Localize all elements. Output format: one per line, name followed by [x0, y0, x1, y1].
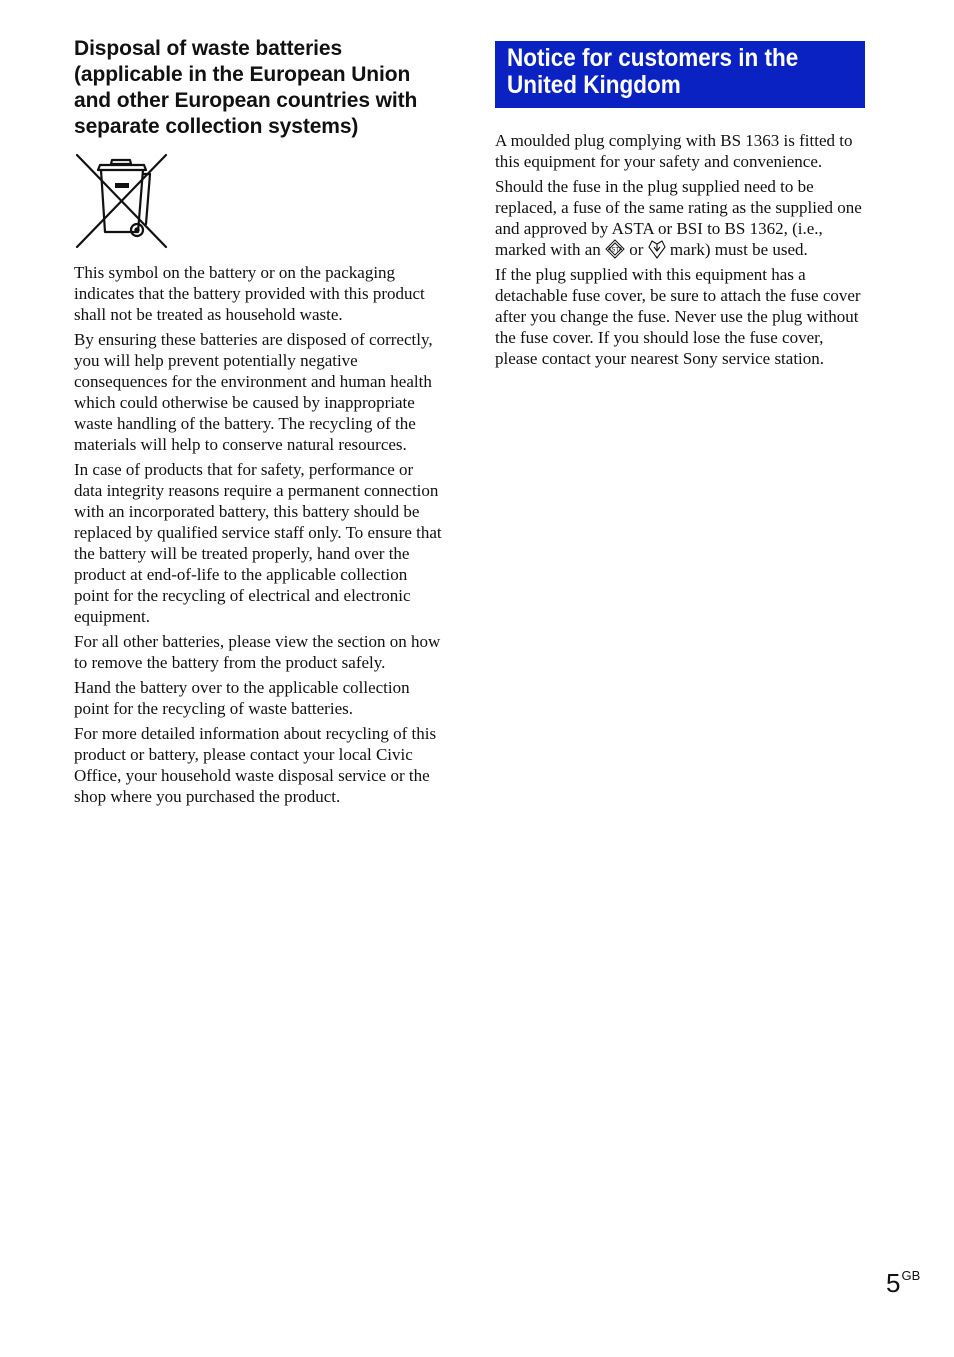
right-column	[495, 41, 865, 373]
paragraph: This symbol on the battery or on the packaging indicates that the battery provided with this product shall not be treated as household waste.	[74, 263, 425, 324]
paragraph: By ensuring these batteries are disposed of correctly, you will help prevent potentially negative consequences for the environment and human health which could otherwise be caused by inappropriate waste handling of the battery. The recycling of the materials will help to conserve natural resources.	[74, 330, 433, 454]
paragraph: In case of products that for safety, performance or data integrity reasons require a permanent connection with an incorporated battery, this battery should be replaced by qualified service staff only. To ensure that the battery will be treated properly, hand over the product at end-of-life to the applicable collection point for the recycling of electrical and electronic equipment.	[74, 460, 442, 626]
fuse-text-end: mark) must be used.	[665, 240, 808, 259]
fuse-text-start: Should the fuse in the plug supplied need to be replaced, a fuse of the same rating as the supplied one and approved by ASTA or BSI to BS 1362, (i.e., marked with an	[495, 177, 862, 259]
heading-line: (applicable in the European Union	[74, 63, 411, 86]
paragraph-fuse	[495, 176, 865, 260]
paragraph: If the plug supplied with this equipment has a detachable fuse cover, be sure to attach the fuse cover after you change the fuse. Never use the plug without the fuse cover. If you should lose the fuse cover, please contact your nearest Sony service station.	[495, 265, 861, 368]
paragraph: A moulded plug complying with BS 1363 is fitted to this equipment for your safety and convenience.	[495, 131, 853, 171]
page-number-suffix: GB	[901, 1268, 921, 1283]
fuse-text-or: or	[625, 240, 648, 259]
banner-line: Notice for customers in the	[507, 44, 799, 72]
banner-line: United Kingdom	[507, 71, 681, 99]
paragraph: Hand the battery over to the applicable collection point for the recycling of waste batteries.	[74, 678, 410, 718]
battery-disposal-heading	[74, 36, 442, 140]
heading-line: Disposal of waste batteries	[74, 37, 343, 60]
asta-mark-icon	[605, 239, 625, 259]
page-number-value: 5	[886, 1268, 901, 1298]
paragraph: For more detailed information about recycling of this product or battery, please contact your local Civic Office, your household waste disposal service or the shop where you purchased the product.	[74, 724, 437, 806]
crossed-out-wheelie-bin-icon	[74, 152, 170, 250]
page-number	[886, 1268, 920, 1299]
bsi-kitemark-icon	[648, 239, 666, 259]
svg-text:ASTA: ASTA	[607, 247, 623, 254]
uk-notice-banner	[495, 41, 865, 108]
heading-line: and other European countries with	[74, 89, 418, 112]
paragraph: For all other batteries, please view the section on how to remove the battery from the product safely.	[74, 632, 441, 672]
heading-line: separate collection systems)	[74, 115, 359, 138]
left-column	[74, 36, 442, 811]
